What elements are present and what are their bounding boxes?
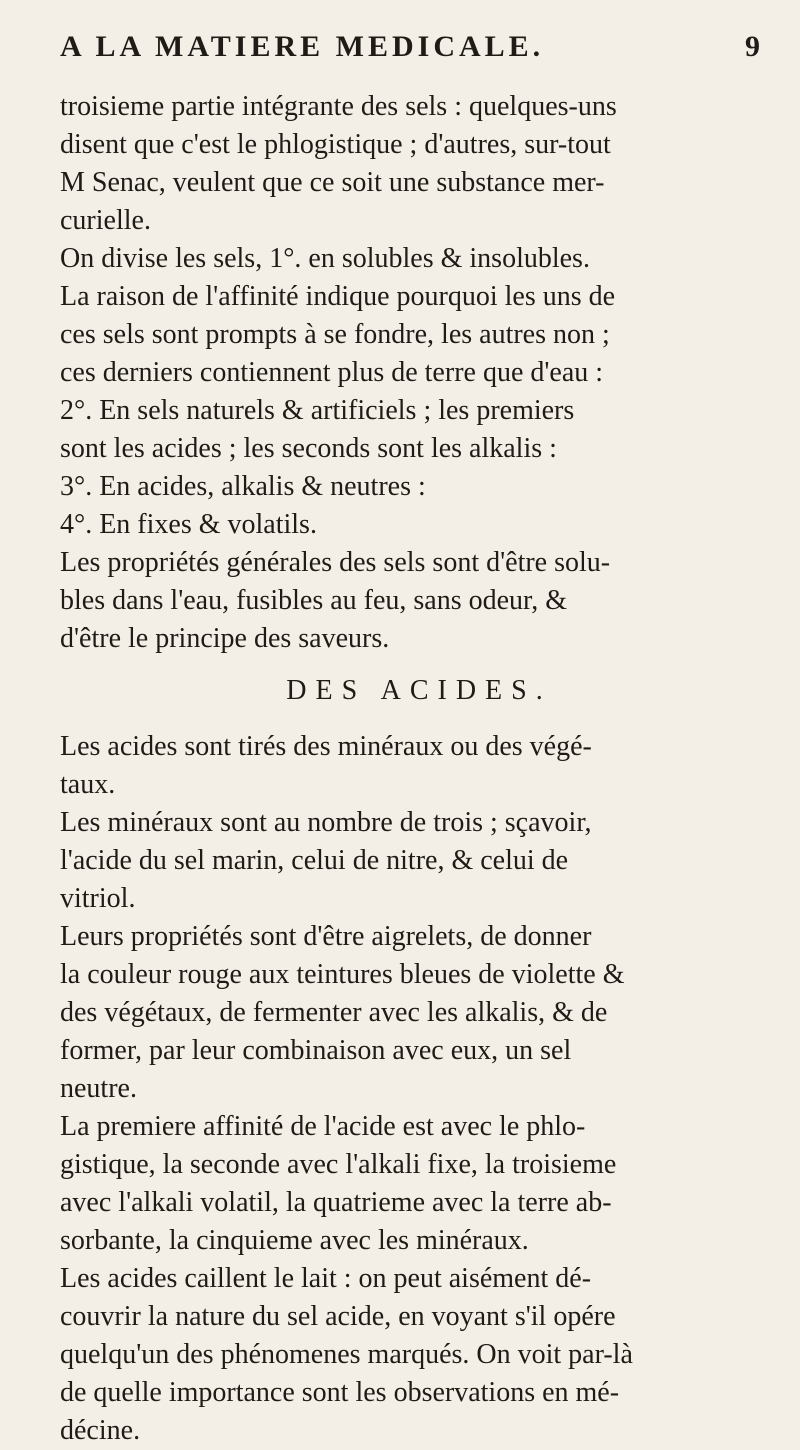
text-line: sont les acides ; les seconds sont les alkalis :	[60, 433, 557, 464]
header-title: A LA MATIERE MEDICALE.	[60, 30, 545, 63]
text-line: gistique, la seconde avec l'alkali fixe, la troisieme	[60, 1149, 617, 1180]
text-line: couvrir la nature du sel acide, en voyant s'il opére	[60, 1301, 616, 1332]
body-text	[60, 88, 778, 1450]
text-line: 4°. En fixes & volatils.	[60, 509, 317, 540]
text-line: La premiere affinité de l'acide est avec le phlo-	[60, 1111, 586, 1142]
text-line: de quelle importance sont les observations en mé-	[60, 1377, 620, 1408]
text-line: On divise les sels, 1°. en solubles & insolubles.	[60, 243, 590, 274]
text-line: décine.	[60, 1415, 141, 1446]
running-header	[60, 30, 760, 80]
text-line: avec l'alkali volatil, la quatrieme avec la terre ab-	[60, 1187, 612, 1218]
text-line: des végétaux, de fermenter avec les alkalis, & de	[60, 997, 608, 1028]
text-line: Les acides sont tirés des minéraux ou des végé-	[60, 731, 592, 762]
text-line: sorbante, la cinquieme avec les minéraux.	[60, 1225, 529, 1256]
text-line: neutre.	[60, 1073, 137, 1104]
text-line: curielle.	[60, 205, 151, 236]
text-line: disent que c'est le phlogistique ; d'autres, sur-tout	[60, 129, 611, 160]
text-line: l'acide du sel marin, celui de nitre, & celui de	[60, 845, 569, 876]
section-heading: DES ACIDES.	[286, 675, 552, 706]
text-line: ces sels sont prompts à se fondre, les autres non ;	[60, 319, 610, 350]
text-line: d'être le principe des saveurs.	[60, 623, 390, 654]
text-line: Les acides caillent le lait : on peut aisément dé-	[60, 1263, 592, 1294]
text-line: quelqu'un des phénomenes marqués. On voit par-là	[60, 1339, 633, 1370]
text-line: Leurs propriétés sont d'être aigrelets, de donner	[60, 921, 592, 952]
text-line: la couleur rouge aux teintures bleues de violette &	[60, 959, 625, 990]
text-line: 2°. En sels naturels & artificiels ; les premiers	[60, 395, 575, 426]
text-line: Les propriétés générales des sels sont d'être solu-	[60, 547, 611, 578]
text-line: 3°. En acides, alkalis & neutres :	[60, 471, 426, 502]
text-line: vitriol.	[60, 883, 136, 914]
text-line: former, par leur combinaison avec eux, un sel	[60, 1035, 572, 1066]
text-line: Les minéraux sont au nombre de trois ; sçavoir,	[60, 807, 592, 838]
text-line: bles dans l'eau, fusibles au feu, sans odeur, &	[60, 585, 568, 616]
text-line: La raison de l'affinité indique pourquoi les uns de	[60, 281, 616, 312]
text-line: taux.	[60, 769, 116, 800]
text-line: M Senac, veulent que ce soit une substance mer-	[60, 167, 605, 198]
text-line: troisieme partie intégrante des sels : quelques-uns	[60, 91, 617, 122]
page-number: 9	[745, 30, 760, 63]
text-line: ces derniers contiennent plus de terre que d'eau :	[60, 357, 604, 388]
